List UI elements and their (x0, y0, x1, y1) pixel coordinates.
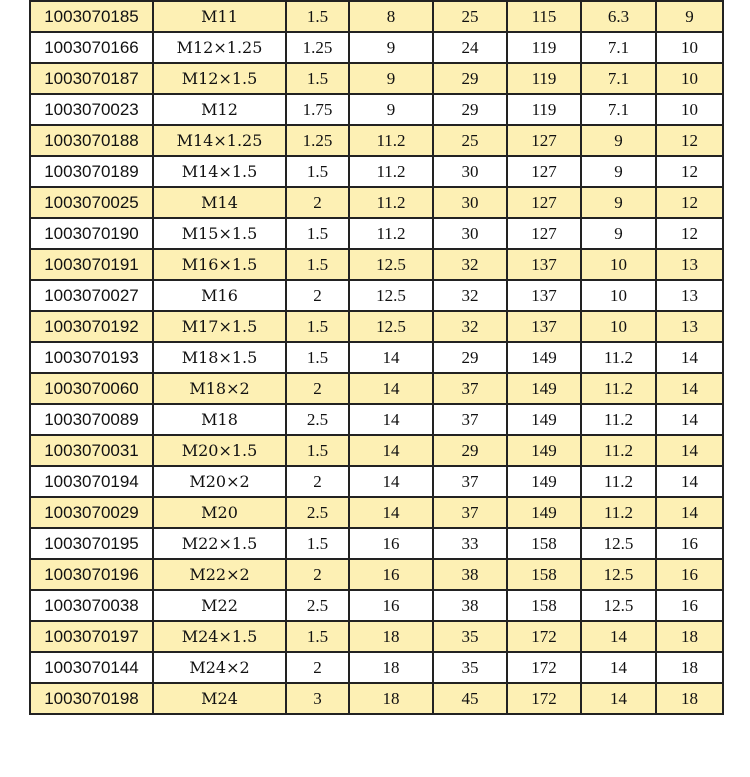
dim-a-cell: 16 (349, 528, 433, 559)
dim-b-cell: 25 (433, 1, 507, 32)
dim-b-cell: 24 (433, 32, 507, 63)
table-row (30, 280, 723, 311)
table-row (30, 249, 723, 280)
dim-e-cell: 16 (656, 590, 723, 621)
dim-a-cell: 18 (349, 621, 433, 652)
pitch-cell: 1.5 (286, 249, 349, 280)
part-number-cell: 1003070185 (30, 1, 153, 32)
dim-b-cell: 38 (433, 559, 507, 590)
dim-d-cell: 7.1 (581, 63, 656, 94)
dim-c-cell: 158 (507, 528, 581, 559)
part-number-cell: 1003070089 (30, 404, 153, 435)
dim-e-cell: 18 (656, 621, 723, 652)
part-number-cell: 1003070187 (30, 63, 153, 94)
dim-c-cell: 172 (507, 652, 581, 683)
table-row (30, 1, 723, 32)
thread-size-cell: M16×1.5 (153, 249, 286, 280)
dim-b-cell: 29 (433, 94, 507, 125)
dim-e-cell: 12 (656, 125, 723, 156)
dim-a-cell: 12.5 (349, 249, 433, 280)
dim-b-cell: 30 (433, 218, 507, 249)
dim-b-cell: 32 (433, 280, 507, 311)
thread-size-cell: M11 (153, 1, 286, 32)
table-body (30, 1, 723, 714)
table-row (30, 187, 723, 218)
dim-d-cell: 14 (581, 621, 656, 652)
dim-d-cell: 12.5 (581, 590, 656, 621)
pitch-cell: 1.5 (286, 435, 349, 466)
dim-e-cell: 14 (656, 373, 723, 404)
dim-c-cell: 137 (507, 280, 581, 311)
dim-d-cell: 9 (581, 125, 656, 156)
dim-c-cell: 158 (507, 590, 581, 621)
dim-a-cell: 14 (349, 435, 433, 466)
table-row (30, 466, 723, 497)
dim-d-cell: 10 (581, 311, 656, 342)
dim-a-cell: 8 (349, 1, 433, 32)
pitch-cell: 3 (286, 683, 349, 714)
dim-a-cell: 12.5 (349, 311, 433, 342)
pitch-cell: 2 (286, 373, 349, 404)
dim-b-cell: 37 (433, 373, 507, 404)
dim-d-cell: 12.5 (581, 528, 656, 559)
dim-d-cell: 11.2 (581, 404, 656, 435)
dim-e-cell: 12 (656, 156, 723, 187)
dim-e-cell: 13 (656, 249, 723, 280)
dim-c-cell: 149 (507, 373, 581, 404)
dim-e-cell: 14 (656, 466, 723, 497)
part-number-cell: 1003070038 (30, 590, 153, 621)
table-row (30, 652, 723, 683)
part-number-cell: 1003070144 (30, 652, 153, 683)
pitch-cell: 2.5 (286, 497, 349, 528)
dim-a-cell: 14 (349, 466, 433, 497)
dim-e-cell: 12 (656, 218, 723, 249)
part-number-cell: 1003070190 (30, 218, 153, 249)
dim-c-cell: 127 (507, 218, 581, 249)
thread-size-cell: M12×1.25 (153, 32, 286, 63)
dim-b-cell: 37 (433, 466, 507, 497)
dim-c-cell: 127 (507, 125, 581, 156)
dim-e-cell: 10 (656, 63, 723, 94)
dim-d-cell: 11.2 (581, 466, 656, 497)
thread-size-cell: M14×1.5 (153, 156, 286, 187)
dim-e-cell: 10 (656, 94, 723, 125)
dim-e-cell: 14 (656, 404, 723, 435)
thread-size-cell: M22×2 (153, 559, 286, 590)
thread-size-cell: M12×1.5 (153, 63, 286, 94)
part-number-cell: 1003070027 (30, 280, 153, 311)
dim-d-cell: 14 (581, 652, 656, 683)
dim-c-cell: 149 (507, 435, 581, 466)
part-number-cell: 1003070166 (30, 32, 153, 63)
dim-e-cell: 18 (656, 683, 723, 714)
table-row (30, 63, 723, 94)
dim-a-cell: 11.2 (349, 187, 433, 218)
dim-c-cell: 149 (507, 466, 581, 497)
dim-c-cell: 127 (507, 156, 581, 187)
dim-d-cell: 9 (581, 218, 656, 249)
dim-a-cell: 12.5 (349, 280, 433, 311)
dim-d-cell: 11.2 (581, 435, 656, 466)
dim-d-cell: 7.1 (581, 94, 656, 125)
part-number-cell: 1003070198 (30, 683, 153, 714)
dim-b-cell: 38 (433, 590, 507, 621)
table-row (30, 125, 723, 156)
dim-a-cell: 14 (349, 342, 433, 373)
table-row (30, 590, 723, 621)
dim-b-cell: 35 (433, 652, 507, 683)
dim-a-cell: 14 (349, 404, 433, 435)
thread-size-cell: M24×2 (153, 652, 286, 683)
thread-size-cell: M16 (153, 280, 286, 311)
dim-e-cell: 16 (656, 559, 723, 590)
dim-e-cell: 18 (656, 652, 723, 683)
pitch-cell: 1.5 (286, 342, 349, 373)
dim-e-cell: 16 (656, 528, 723, 559)
dim-a-cell: 11.2 (349, 156, 433, 187)
table-row (30, 528, 723, 559)
dim-a-cell: 11.2 (349, 125, 433, 156)
table-row (30, 373, 723, 404)
dim-d-cell: 10 (581, 280, 656, 311)
table-row (30, 404, 723, 435)
dim-b-cell: 37 (433, 404, 507, 435)
dim-a-cell: 14 (349, 497, 433, 528)
dim-c-cell: 158 (507, 559, 581, 590)
thread-size-cell: M20 (153, 497, 286, 528)
tap-spec-table (29, 0, 724, 715)
table-row (30, 32, 723, 63)
thread-size-cell: M20×1.5 (153, 435, 286, 466)
dim-c-cell: 137 (507, 249, 581, 280)
table-row (30, 621, 723, 652)
dim-b-cell: 32 (433, 311, 507, 342)
table-row (30, 559, 723, 590)
dim-d-cell: 11.2 (581, 373, 656, 404)
dim-b-cell: 30 (433, 187, 507, 218)
pitch-cell: 2 (286, 466, 349, 497)
dim-d-cell: 6.3 (581, 1, 656, 32)
dim-a-cell: 14 (349, 373, 433, 404)
dim-b-cell: 45 (433, 683, 507, 714)
dim-b-cell: 37 (433, 497, 507, 528)
dim-c-cell: 115 (507, 1, 581, 32)
dim-c-cell: 149 (507, 404, 581, 435)
dim-b-cell: 32 (433, 249, 507, 280)
dim-b-cell: 30 (433, 156, 507, 187)
table-row (30, 435, 723, 466)
dim-c-cell: 119 (507, 94, 581, 125)
dim-e-cell: 13 (656, 280, 723, 311)
thread-size-cell: M18 (153, 404, 286, 435)
dim-d-cell: 9 (581, 187, 656, 218)
thread-size-cell: M14×1.25 (153, 125, 286, 156)
dim-b-cell: 29 (433, 342, 507, 373)
dim-c-cell: 149 (507, 342, 581, 373)
pitch-cell: 2 (286, 280, 349, 311)
thread-size-cell: M24×1.5 (153, 621, 286, 652)
pitch-cell: 1.5 (286, 63, 349, 94)
dim-d-cell: 9 (581, 156, 656, 187)
dim-a-cell: 9 (349, 63, 433, 94)
table-row (30, 342, 723, 373)
part-number-cell: 1003070189 (30, 156, 153, 187)
spec-table-container (29, 0, 722, 715)
dim-e-cell: 14 (656, 497, 723, 528)
part-number-cell: 1003070025 (30, 187, 153, 218)
table-row (30, 94, 723, 125)
part-number-cell: 1003070031 (30, 435, 153, 466)
dim-e-cell: 14 (656, 435, 723, 466)
dim-d-cell: 11.2 (581, 497, 656, 528)
pitch-cell: 1.5 (286, 1, 349, 32)
pitch-cell: 1.5 (286, 311, 349, 342)
dim-e-cell: 9 (656, 1, 723, 32)
dim-c-cell: 172 (507, 683, 581, 714)
thread-size-cell: M15×1.5 (153, 218, 286, 249)
part-number-cell: 1003070023 (30, 94, 153, 125)
table-row (30, 156, 723, 187)
pitch-cell: 1.25 (286, 125, 349, 156)
pitch-cell: 1.5 (286, 156, 349, 187)
pitch-cell: 2.5 (286, 404, 349, 435)
dim-b-cell: 33 (433, 528, 507, 559)
dim-a-cell: 11.2 (349, 218, 433, 249)
dim-a-cell: 16 (349, 559, 433, 590)
pitch-cell: 2 (286, 652, 349, 683)
dim-b-cell: 29 (433, 435, 507, 466)
part-number-cell: 1003070197 (30, 621, 153, 652)
dim-b-cell: 29 (433, 63, 507, 94)
pitch-cell: 1.25 (286, 32, 349, 63)
pitch-cell: 1.75 (286, 94, 349, 125)
dim-e-cell: 12 (656, 187, 723, 218)
thread-size-cell: M17×1.5 (153, 311, 286, 342)
dim-e-cell: 10 (656, 32, 723, 63)
thread-size-cell: M22 (153, 590, 286, 621)
dim-c-cell: 119 (507, 32, 581, 63)
table-row (30, 218, 723, 249)
part-number-cell: 1003070191 (30, 249, 153, 280)
part-number-cell: 1003070193 (30, 342, 153, 373)
part-number-cell: 1003070194 (30, 466, 153, 497)
thread-size-cell: M22×1.5 (153, 528, 286, 559)
part-number-cell: 1003070195 (30, 528, 153, 559)
dim-b-cell: 25 (433, 125, 507, 156)
dim-a-cell: 16 (349, 590, 433, 621)
dim-d-cell: 12.5 (581, 559, 656, 590)
dim-a-cell: 9 (349, 32, 433, 63)
dim-b-cell: 35 (433, 621, 507, 652)
thread-size-cell: M24 (153, 683, 286, 714)
thread-size-cell: M18×2 (153, 373, 286, 404)
dim-c-cell: 137 (507, 311, 581, 342)
thread-size-cell: M20×2 (153, 466, 286, 497)
pitch-cell: 1.5 (286, 218, 349, 249)
dim-d-cell: 14 (581, 683, 656, 714)
thread-size-cell: M18×1.5 (153, 342, 286, 373)
part-number-cell: 1003070029 (30, 497, 153, 528)
dim-c-cell: 127 (507, 187, 581, 218)
dim-d-cell: 10 (581, 249, 656, 280)
dim-a-cell: 9 (349, 94, 433, 125)
pitch-cell: 1.5 (286, 528, 349, 559)
dim-c-cell: 172 (507, 621, 581, 652)
dim-e-cell: 14 (656, 342, 723, 373)
pitch-cell: 2 (286, 187, 349, 218)
dim-e-cell: 13 (656, 311, 723, 342)
part-number-cell: 1003070060 (30, 373, 153, 404)
table-row (30, 497, 723, 528)
part-number-cell: 1003070192 (30, 311, 153, 342)
dim-a-cell: 18 (349, 683, 433, 714)
table-row (30, 683, 723, 714)
pitch-cell: 2.5 (286, 590, 349, 621)
dim-a-cell: 18 (349, 652, 433, 683)
dim-c-cell: 119 (507, 63, 581, 94)
pitch-cell: 2 (286, 559, 349, 590)
thread-size-cell: M12 (153, 94, 286, 125)
thread-size-cell: M14 (153, 187, 286, 218)
part-number-cell: 1003070196 (30, 559, 153, 590)
dim-c-cell: 149 (507, 497, 581, 528)
table-row (30, 311, 723, 342)
dim-d-cell: 11.2 (581, 342, 656, 373)
dim-d-cell: 7.1 (581, 32, 656, 63)
pitch-cell: 1.5 (286, 621, 349, 652)
part-number-cell: 1003070188 (30, 125, 153, 156)
